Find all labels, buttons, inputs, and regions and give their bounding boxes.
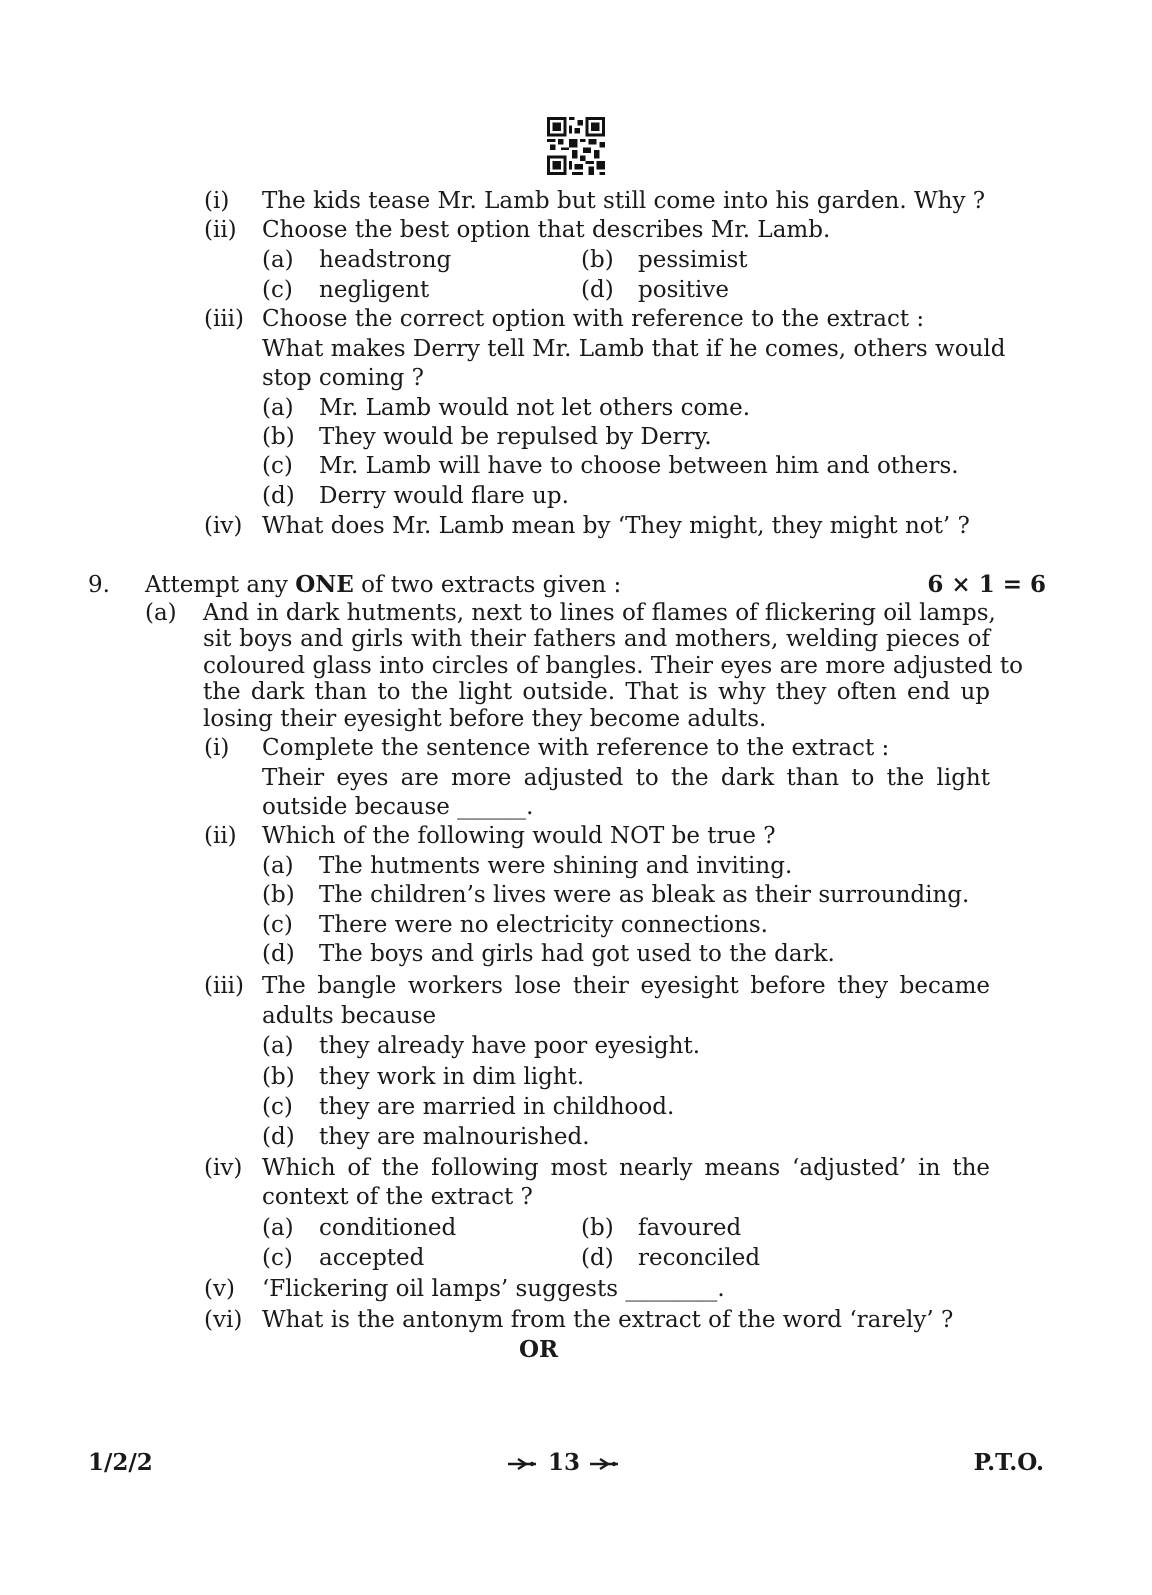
q9-ii-text: Which of the following would NOT be true ? <box>262 823 776 849</box>
option-key: (d) <box>262 941 295 967</box>
option-key: (b) <box>262 1064 295 1090</box>
option-key: (c) <box>262 1094 293 1120</box>
ornament-left-icon <box>506 1457 540 1471</box>
option-text: accepted <box>319 1245 425 1271</box>
option-key: (a) <box>262 853 294 879</box>
q8-ii-number: (ii) <box>204 217 237 243</box>
option-key: (c) <box>262 277 293 303</box>
option-key: (d) <box>262 483 295 509</box>
option-text: The hutments were shining and inviting. <box>319 853 793 879</box>
option-key: (a) <box>262 395 294 421</box>
option-key: (b) <box>262 424 295 450</box>
option-key: (b) <box>262 882 295 908</box>
option-text: they are married in childhood. <box>319 1094 675 1120</box>
q8-iii-line: stop coming ? <box>262 365 424 391</box>
q9-intro-post: of two extracts given : <box>353 572 622 598</box>
q9-marks: 6 × 1 = 6 <box>927 571 1046 598</box>
option-text: The children’s lives were as bleak as their surrounding. <box>319 882 970 908</box>
option-text: Mr. Lamb would not let others come. <box>319 395 751 421</box>
option-text: they are malnourished. <box>319 1124 590 1150</box>
q9-i-text: Complete the sentence with reference to the extract : <box>262 735 890 761</box>
paper-code: 1/2/2 <box>88 1449 153 1476</box>
option-key: (b) <box>581 1215 614 1241</box>
q9-iii-text: The bangle workers lose their eyesight before they became <box>262 973 990 999</box>
q9-i-number: (i) <box>204 735 230 761</box>
option-key: (d) <box>262 1124 295 1150</box>
option-key: (c) <box>262 453 293 479</box>
option-text: There were no electricity connections. <box>319 912 768 938</box>
q9-iv-line: context of the extract ? <box>262 1184 533 1210</box>
option-text: They would be repulsed by Derry. <box>319 424 712 450</box>
option-text: they already have poor eyesight. <box>319 1033 701 1059</box>
ornament-right-icon <box>588 1457 622 1471</box>
option-key: (c) <box>262 1245 293 1271</box>
q8-iii-line: What makes Derry tell Mr. Lamb that if he comes, others would <box>262 336 1006 362</box>
option-text: negligent <box>319 277 430 303</box>
option-key: (b) <box>581 247 614 273</box>
extract-line: And in dark hutments, next to lines of flames of flickering oil lamps, <box>203 600 996 626</box>
option-text: reconciled <box>638 1245 761 1271</box>
extract-line: the dark than to the light outside. That is why they often end up <box>203 679 990 705</box>
q8-i-number: (i) <box>204 188 230 214</box>
qr-code <box>547 117 605 175</box>
option-text: Derry would flare up. <box>319 483 569 509</box>
q9-ii-number: (ii) <box>204 823 237 849</box>
q9-vi-text: What is the antonym from the extract of the word ‘rarely’ ? <box>262 1307 954 1333</box>
option-key: (c) <box>262 912 293 938</box>
q9-i-line: outside because ______. <box>262 794 534 820</box>
option-text: favoured <box>638 1215 742 1241</box>
q8-iv-text: What does Mr. Lamb mean by ‘They might, they might not’ ? <box>262 513 970 539</box>
option-text: headstrong <box>319 247 452 273</box>
q9-intro-pre: Attempt any <box>145 572 296 598</box>
q9-number: 9. <box>88 572 110 598</box>
page-number: 13 <box>547 1449 580 1476</box>
option-text: The boys and girls had got used to the dark. <box>319 941 835 967</box>
option-text: they work in dim light. <box>319 1064 585 1090</box>
q9-iii-line: adults because <box>262 1003 437 1029</box>
q9-iv-number: (iv) <box>204 1155 243 1181</box>
q9-intro <box>145 570 621 600</box>
or-separator: OR <box>519 1336 559 1363</box>
page-number-group <box>498 1448 630 1478</box>
option-key: (a) <box>262 1033 294 1059</box>
option-key: (a) <box>262 247 294 273</box>
q9-a-key: (a) <box>145 600 177 626</box>
extract-line: sit boys and girls with their fathers and mothers, welding pieces of <box>203 626 990 652</box>
q9-i-line: Their eyes are more adjusted to the dark than to the light <box>262 765 990 791</box>
q8-iv-number: (iv) <box>204 513 243 539</box>
q8-iii-number: (iii) <box>204 306 245 332</box>
pto-label: P.T.O. <box>973 1449 1044 1476</box>
option-key: (d) <box>581 277 614 303</box>
q8-iii-text: Choose the correct option with reference to the extract : <box>262 306 925 332</box>
q9-vi-number: (vi) <box>204 1307 243 1333</box>
option-key: (a) <box>262 1215 294 1241</box>
q9-intro-bold: ONE <box>295 571 354 598</box>
option-text: positive <box>638 277 729 303</box>
option-key: (d) <box>581 1245 614 1271</box>
option-text: pessimist <box>638 247 748 273</box>
option-text: conditioned <box>319 1215 457 1241</box>
extract-line: coloured glass into circles of bangles. Their eyes are more adjusted to <box>203 653 1024 679</box>
q8-ii-text: Choose the best option that describes Mr. Lamb. <box>262 217 831 243</box>
q9-iii-number: (iii) <box>204 973 245 999</box>
q9-v-text: ‘Flickering oil lamps’ suggests ________. <box>262 1276 725 1302</box>
option-text: Mr. Lamb will have to choose between him and others. <box>319 453 959 479</box>
q8-i-text: The kids tease Mr. Lamb but still come into his garden. Why ? <box>262 188 986 214</box>
q9-v-number: (v) <box>204 1276 235 1302</box>
q9-iv-text: Which of the following most nearly means ‘adjusted’ in the <box>262 1155 990 1181</box>
extract-line: losing their eyesight before they become adults. <box>203 706 767 732</box>
